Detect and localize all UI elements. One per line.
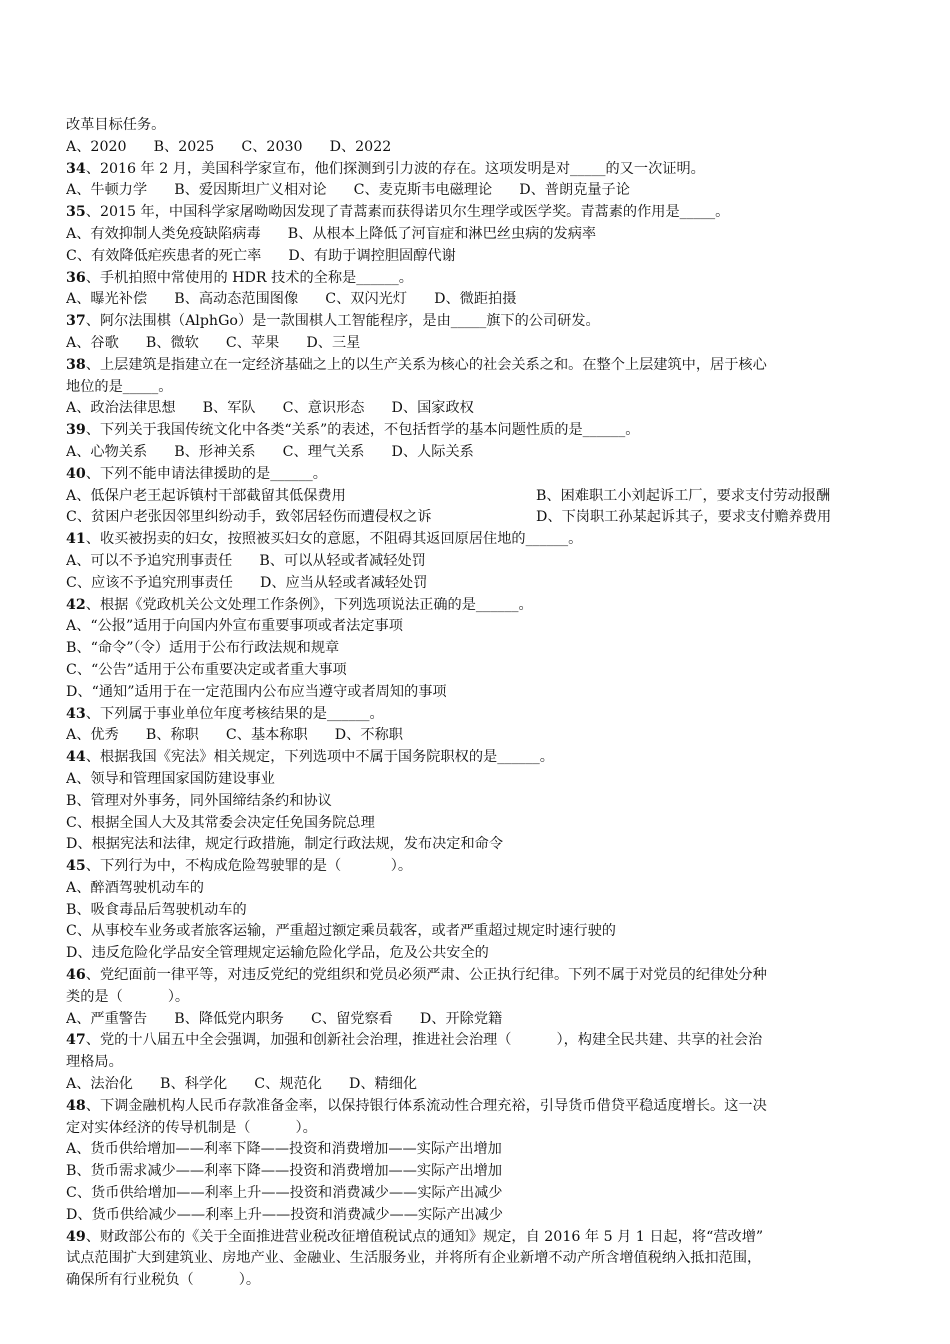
question-37 [66, 311, 886, 355]
answer-options: C、应该不予追究刑事责任 D、应当从轻或者减轻处罚 [66, 574, 428, 591]
answer-options: A、心物关系 B、形神关系 C、理气关系 D、人际关系 [66, 443, 474, 460]
question-text-continued: 试点范围扩大到建筑业、房地产业、金融业、生活服务业，并将所有企业新增不动产所含增值税纳入抵扣范围， [66, 1250, 762, 1267]
question-number: 42 [66, 596, 86, 613]
question-stem [66, 420, 886, 442]
question-number: 39 [66, 422, 86, 439]
questions [66, 159, 886, 1292]
answer-option: A、低保户老王起诉镇村干部截留其低保费用 [66, 487, 346, 504]
question-text: 、下列属于事业单位年度考核结果的是______。 [85, 705, 384, 722]
question-stem [66, 529, 886, 551]
answer-options: A、政治法律思想 B、军队 C、意识形态 D、国家政权 [66, 400, 474, 417]
question-44 [66, 747, 886, 856]
question-40 [66, 464, 886, 529]
answer-options: D、货币供给减少——利率上升——投资和消费减少——实际产出减少 [66, 1206, 504, 1223]
question-stem [66, 856, 886, 878]
question-text-continued: 类的是（ ）。 [66, 988, 190, 1005]
answer-options: A、可以不予追究刑事责任 B、可以从轻或者减轻处罚 [66, 552, 426, 569]
answer-options: A、醉酒驾驶机动车的 [66, 879, 204, 896]
lead-options: A、2020 B、2025 C、2030 D、2022 [66, 138, 392, 155]
question-stem [66, 464, 886, 486]
answer-option: D、下岗职工孙某起诉其子，要求支付赡养费用 [536, 509, 832, 526]
question-text: 、下调金融机构人民币存款准备金率，以保持银行体系流动性合理充裕，引导货币借贷平稳适度增长。这一决 [85, 1097, 767, 1114]
question-text: 、党纪面前一律平等，对违反党纪的党组织和党员必须严肃、公正执行纪律。下列不属于对党员的纪律处分种 [85, 967, 767, 984]
answer-options: D、“通知”适用于在一定范围内公布应当遵守或者周知的事项 [66, 683, 447, 700]
question-45 [66, 856, 886, 965]
answer-options: A、领导和管理国家国防建设事业 [66, 770, 275, 787]
question-text: 、上层建筑是指建立在一定经济基础之上的以生产关系为核心的社会关系之和。在整个上层建筑中，居于核心 [85, 356, 767, 373]
answer-options: B、货币需求减少——利率下降——投资和消费增加——实际产出增加 [66, 1163, 503, 1180]
question-stem [66, 311, 886, 333]
answer-options: A、“公报”适用于向国内外宣布重要事项或者法定事项 [66, 618, 403, 635]
answer-options: B、“命令”（令）适用于公布行政法规和规章 [66, 640, 340, 657]
question-stem [66, 1096, 886, 1118]
answer-options: C、货币供给增加——利率上升——投资和消费减少——实际产出减少 [66, 1185, 503, 1202]
question-stem [66, 159, 886, 181]
answer-options: A、有效抑制人类免疫缺陷病毒 B、从根本上降低了河盲症和淋巴丝虫病的发病率 [66, 225, 597, 242]
question-number: 34 [66, 160, 86, 177]
question-number: 48 [66, 1097, 86, 1114]
question-text: 、下列行为中，不构成危险驾驶罪的是（ ）。 [85, 858, 413, 875]
question-39 [66, 420, 886, 464]
answer-options: A、严重警告 B、降低党内职务 C、留党察看 D、开除党籍 [66, 1010, 503, 1027]
answer-options: A、谷歌 B、微软 C、苹果 D、三星 [66, 334, 361, 351]
answer-option: C、贫困户老张因邻里纠纷动手，致邻居轻伤而遭侵权之诉 [66, 509, 432, 526]
question-stem [66, 202, 886, 224]
question-number: 36 [66, 269, 86, 286]
answer-options: A、优秀 B、称职 C、基本称职 D、不称职 [66, 727, 403, 744]
question-stem [66, 747, 886, 769]
question-text: 、根据我国《宪法》相关规定，下列选项中不属于国务院职权的是______。 [85, 749, 554, 766]
question-number: 37 [66, 313, 86, 330]
question-number: 41 [66, 531, 86, 548]
answer-options: A、法治化 B、科学化 C、规范化 D、精细化 [66, 1076, 418, 1093]
question-stem [66, 704, 886, 726]
question-text: 、阿尔法围棋（AlphGo）是一款围棋人工智能程序，是由_____旗下的公司研发。 [85, 313, 600, 330]
question-stem [66, 1227, 886, 1249]
answer-options: C、从事校车业务或者旅客运输，严重超过额定乘员载客，或者严重超过规定时速行驶的 [66, 923, 616, 940]
answer-options: B、吸食毒品后驾驶机动车的 [66, 901, 247, 918]
question-46 [66, 965, 886, 1030]
question-stem [66, 355, 886, 377]
answer-options: A、曝光补偿 B、高动态范围图像 C、双闪光灯 D、微距拍摄 [66, 291, 517, 308]
answer-options: A、牛顿力学 B、爱因斯坦广义相对论 C、麦克斯韦电磁理论 D、普朗克量子论 [66, 182, 630, 199]
question-text-continued: 理格局。 [66, 1054, 123, 1071]
answer-options: D、违反危险化学品安全管理规定运输危险化学品，危及公共安全的 [66, 945, 489, 962]
answer-option: B、困难职工小刘起诉工厂，要求支付劳动报酬 [536, 487, 831, 504]
question-number: 38 [66, 356, 86, 373]
question-48 [66, 1096, 886, 1227]
question-text: 、根据《党政机关公文处理工作条例》，下列选项说法正确的是______。 [85, 596, 533, 613]
question-text-continued: 地位的是_____。 [66, 378, 173, 395]
question-stem [66, 268, 886, 290]
question-34 [66, 159, 886, 203]
answer-options: C、“公告”适用于公布重要决定或者重大事项 [66, 661, 347, 678]
question-number: 40 [66, 465, 86, 482]
question-35 [66, 202, 886, 267]
question-number: 35 [66, 204, 86, 221]
question-stem [66, 965, 886, 987]
question-43 [66, 704, 886, 748]
question-list [66, 115, 886, 1292]
answer-options-row [66, 486, 886, 508]
question-number: 49 [66, 1228, 86, 1245]
question-number: 46 [66, 967, 86, 984]
question-number: 43 [66, 705, 86, 722]
answer-options: C、根据全国人大及其常委会决定任免国务院总理 [66, 814, 375, 831]
question-text-continued: 定对实体经济的传导机制是（ ）。 [66, 1119, 317, 1136]
question-47 [66, 1030, 886, 1095]
question-stem [66, 595, 886, 617]
question-36 [66, 268, 886, 312]
question-text: 、下列不能申请法律援助的是______。 [85, 465, 327, 482]
question-42 [66, 595, 886, 704]
question-49 [66, 1227, 886, 1292]
question-text-continued: 确保所有行业税负（ ）。 [66, 1272, 261, 1289]
question-stem [66, 1030, 886, 1052]
question-text: 、手机拍照中常使用的 HDR 技术的全称是______。 [85, 269, 413, 286]
answer-options: A、货币供给增加——利率下降——投资和消费增加——实际产出增加 [66, 1141, 502, 1158]
question-text: 、下列关于我国传统文化中各类“关系”的表述，不包括哲学的基本问题性质的是______。 [85, 422, 640, 439]
answer-options: D、根据宪法和法律，规定行政措施，制定行政法规，发布决定和命令 [66, 836, 504, 853]
question-text: 、收买被拐卖的妇女，按照被买妇女的意愿，不阻碍其返回原居住地的______。 [85, 531, 583, 548]
lead-line: 改革目标任务。 [66, 117, 166, 133]
question-38 [66, 355, 886, 420]
question-text: 、党的十八届五中全会强调，加强和创新社会治理，推进社会治理（ ），构建全民共建、共享的社会治 [85, 1032, 763, 1049]
answer-options: B、管理对外事务，同外国缔结条约和协议 [66, 792, 332, 809]
question-text: 、2016 年 2 月，美国科学家宣布，他们探测到引力波的存在。这项发明是对_____的又一次证明。 [85, 160, 705, 177]
question-text: 、2015 年，中国科学家屠呦呦因发现了青蒿素而获得诺贝尔生理学或医学奖。青蒿素的作用是_____。 [85, 204, 730, 221]
answer-options: C、有效降低疟疾患者的死亡率 D、有助于调控胆固醇代谢 [66, 247, 456, 264]
question-number: 45 [66, 858, 86, 875]
question-number: 44 [66, 749, 86, 766]
question-41 [66, 529, 886, 594]
question-number: 47 [66, 1032, 86, 1049]
answer-options-row [66, 507, 886, 529]
question-text: 、财政部公布的《关于全面推进营业税改征增值税试点的通知》规定，自 2016 年 5 月 1 日起，将“营改增” [85, 1228, 764, 1245]
